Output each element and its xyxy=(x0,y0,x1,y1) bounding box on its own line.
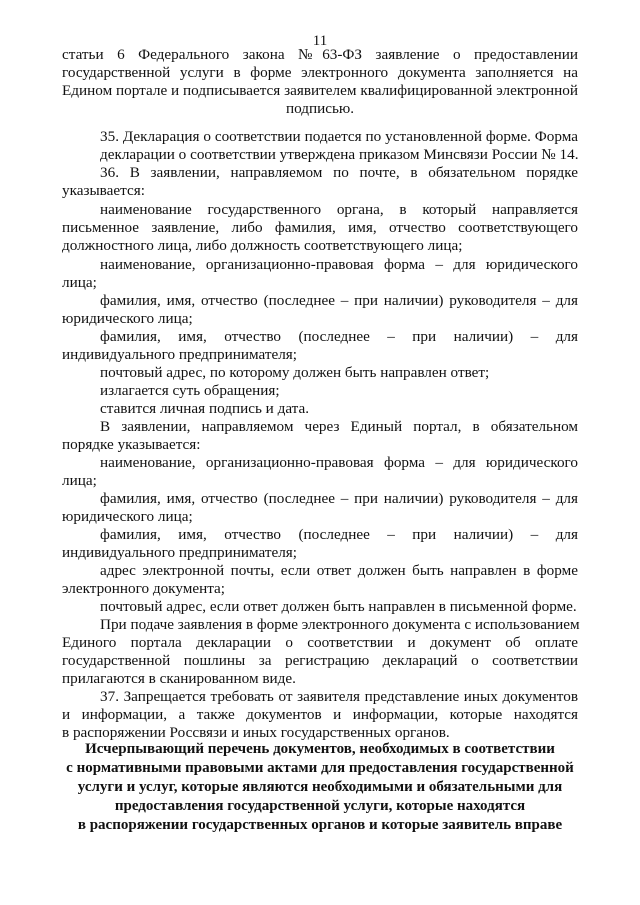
list-item-line: письменное заявление, либо фамилия, имя, отчество соответствующего xyxy=(62,219,578,236)
text-line: подписью. xyxy=(285,100,355,117)
list-item-line: индивидуального предпринимателя; xyxy=(62,346,297,363)
list-item-line: лица; xyxy=(62,472,97,489)
list-item-line: почтовый адрес, по которому должен быть направлен ответ; xyxy=(100,364,490,381)
heading-line: предоставления государственной услуги, которые находятся xyxy=(114,798,526,814)
list-item-line: адрес электронной почты, если ответ должен быть направлен в форме xyxy=(100,562,578,579)
list-item-line: юридического лица; xyxy=(62,508,193,525)
paragraph-35-line: 35. Декларация о соответствии подается по установленной форме. Форма xyxy=(100,128,578,145)
paragraph-37-line: в распоряжении Россвязи и иных государственных органов. xyxy=(62,724,450,741)
text-line: статьи 6 Федерального закона №63-ФЗ заявление о предоставлении xyxy=(62,46,578,63)
paragraph-36-line: 36. В заявлении, направляемом по почте, в обязательном порядке xyxy=(100,164,578,181)
list-item-line: фамилия, имя, отчество (последнее – при наличии) руководителя – для xyxy=(100,490,578,507)
list-item-line: индивидуального предпринимателя; xyxy=(62,544,297,561)
paragraph-scan-line: прилагаются в сканированном виде. xyxy=(62,670,296,687)
section-heading xyxy=(0,740,640,835)
paragraph-scan-line: государственной пошлины за регистрацию деклараций о соответствии xyxy=(62,652,578,669)
list-item-line: фамилия, имя, отчество (последнее – при наличии) руководителя – для xyxy=(100,292,578,309)
paragraph-portal-line: В заявлении, направляемом через Единый портал, в обязательном xyxy=(100,418,578,435)
heading-line: услуги и услуг, которые являются необходимыми и обязательными для xyxy=(77,779,563,795)
list-item-line: фамилия, имя, отчество (последнее – при наличии) – для xyxy=(100,526,578,543)
list-item-line: излагается суть обращения; xyxy=(100,382,280,399)
heading-line: с нормативными правовыми актами для предоставления государственной xyxy=(66,760,574,776)
list-item-line: ставится личная подпись и дата. xyxy=(100,400,310,417)
page-number: 11 xyxy=(312,33,328,49)
paragraph-portal-line: порядке указывается: xyxy=(62,436,201,453)
list-item-line: юридического лица; xyxy=(62,310,193,327)
text-line: Едином портале и подписывается заявителем квалифицированной электронной xyxy=(62,82,578,99)
list-item-line: фамилия, имя, отчество (последнее – при наличии) – для xyxy=(100,328,578,345)
list-item-line: лица; xyxy=(62,274,97,291)
list-item-line: наименование, организационно-правовая форма – для юридического xyxy=(100,256,578,273)
list-item-line: почтовый адрес, если ответ должен быть направлен в письменной форме. xyxy=(100,598,577,615)
list-item-line: наименование, организационно-правовая форма – для юридического xyxy=(100,454,578,471)
text-line: государственной услуги в форме электронного документа заполняется на xyxy=(62,64,578,81)
list-item-line: наименование государственного органа, в который направляется xyxy=(100,201,578,218)
paragraph-37-line: и информации, а также документов и информации, которые находятся xyxy=(62,706,578,723)
list-item-line: электронного документа; xyxy=(62,580,225,597)
list-item-line: должностного лица, либо должность соответствующего лица; xyxy=(62,237,463,254)
heading-line: в распоряжении государственных органов и которые заявитель вправе xyxy=(77,817,563,833)
paragraph-35-line: декларации о соответствии утверждена приказом Минсвязи России № 14. xyxy=(100,146,579,163)
paragraph-37-line: 37. Запрещается требовать от заявителя представление иных документов xyxy=(100,688,578,705)
paragraph-scan-line: Единого портала декларации о соответствии и документ об оплате xyxy=(62,634,578,651)
paragraph-36-line: указывается: xyxy=(62,182,145,199)
paragraph-scan-line: При подаче заявления в форме электронного документа с использованием xyxy=(100,616,580,633)
heading-line: Исчерпывающий перечень документов, необходимых в соответствии xyxy=(85,741,555,757)
